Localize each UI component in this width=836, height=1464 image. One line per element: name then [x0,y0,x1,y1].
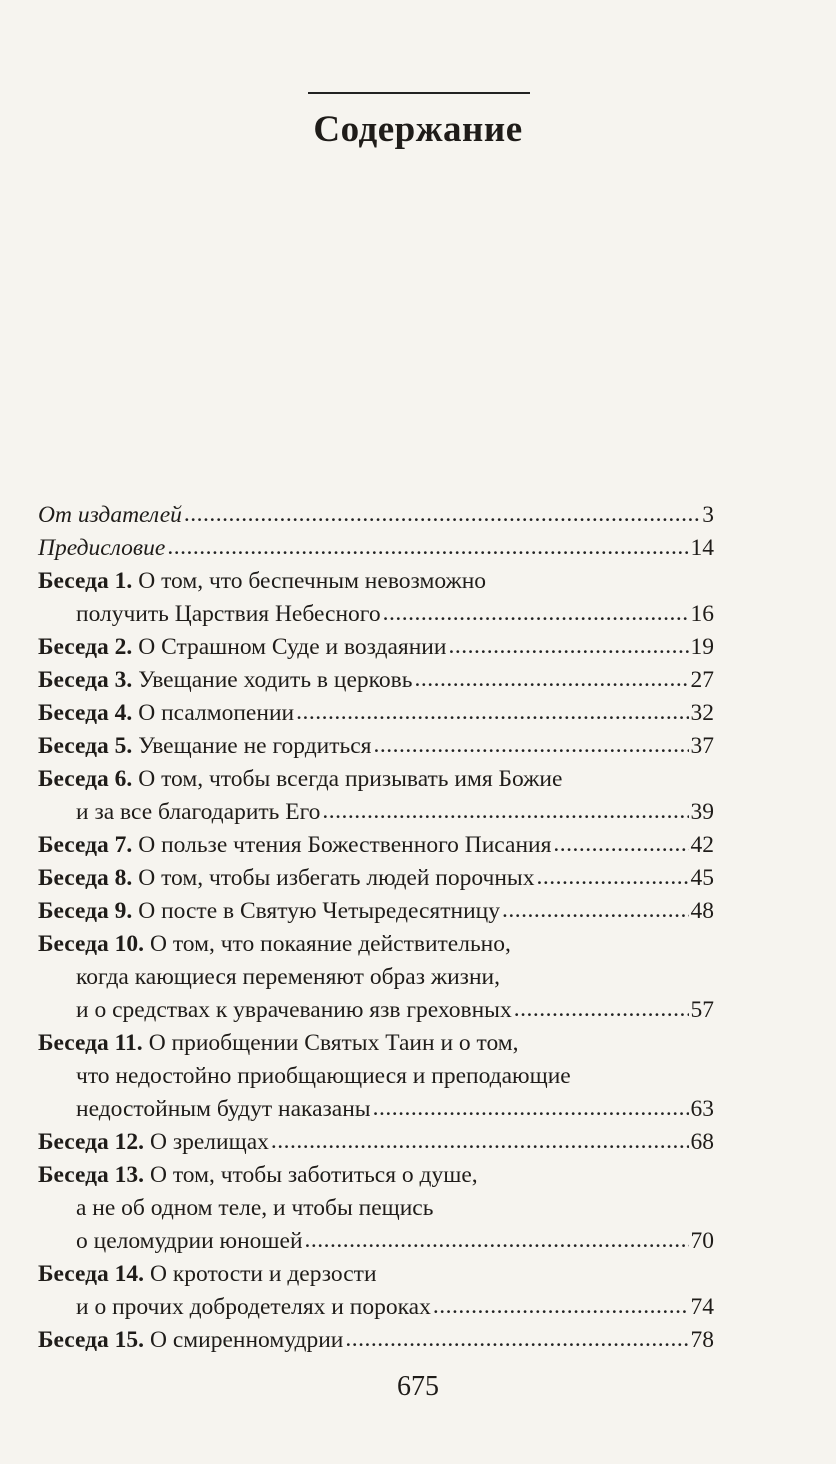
toc-entry-page: 3 [702,502,714,528]
toc-entry [38,928,714,1027]
toc-entry-page: 32 [690,700,714,726]
toc-entry-title: От издателей [38,502,182,528]
toc-entry-title: О приобщении Святых Таин и о том, [148,1030,519,1056]
dot-leader [536,861,688,894]
toc-entry [38,664,714,697]
toc-entry-page: 37 [690,733,714,759]
toc-entry-page: 16 [690,601,714,627]
toc-entry-title: О пользе чтения Божественного Писания [138,832,552,858]
toc-entry-page: 63 [690,1096,714,1122]
toc-entry-line [38,565,714,598]
toc-entry-title: и о средствах к уврачеванию язв греховных [76,997,512,1023]
toc-entry-label: Беседа 6. [38,766,133,792]
toc-entry-title: О посте в Святую Четыредесятницу [138,898,500,924]
toc-entry-line [38,895,714,928]
toc-entry [38,697,714,730]
toc-entry-page: 48 [690,898,714,924]
toc-entry-title: О том, чтобы всегда призывать имя Божие [138,766,563,792]
toc-entry-page: 57 [690,997,714,1023]
toc-entry-title: Предисловие [38,535,166,561]
toc-entry [38,1258,714,1324]
toc-entry-title: получить Царствия Небесного [76,601,381,627]
toc-entry-line [38,1192,714,1225]
toc-entry-line [38,961,714,994]
dot-leader [167,531,688,564]
toc-entry-title: О смиренномудрии [149,1327,344,1353]
dot-leader [448,630,688,663]
toc-entry [38,862,714,895]
toc-entry-page: 68 [690,1129,714,1155]
toc-entry-label: Беседа 11. [38,1030,143,1056]
toc-entry [38,532,714,565]
toc-entry [38,763,714,829]
toc-entry-label: Беседа 5. [38,733,133,759]
toc-entry-title: О псалмопении [138,700,295,726]
table-of-contents [38,499,714,1357]
dot-leader [502,894,689,927]
toc-entry-page: 74 [690,1294,714,1320]
toc-entry-title: что недостойно приобщающиеся и преподающие [76,1063,571,1089]
toc-entry-label: Беседа 15. [38,1327,144,1353]
toc-entry-label: Беседа 8. [38,865,133,891]
dot-leader [305,1224,689,1257]
toc-entry [38,1159,714,1258]
toc-entry-line [38,730,714,763]
dot-leader [322,795,688,828]
toc-entry [38,730,714,763]
toc-entry-line [38,862,714,895]
toc-entry-title: О том, что покаяние действительно, [149,931,511,957]
toc-entry-label: Беседа 14. [38,1261,144,1287]
toc-entry-title: недостойным будут наказаны [76,1096,371,1122]
toc-entry-title: О кротости и дерзости [149,1261,377,1287]
toc-entry-title: Увещание не гордиться [138,733,372,759]
page-title: Содержание [313,109,523,150]
toc-entry-page: 39 [690,799,714,825]
toc-entry-line [38,1126,714,1159]
dot-leader [296,696,688,729]
toc-entry-line [38,1060,714,1093]
dot-leader [373,1092,689,1125]
toc-entry-line [38,598,714,631]
toc-entry-title: О том, что беспечным невозможно [138,568,487,594]
dot-leader [373,729,688,762]
toc-entry [38,829,714,862]
toc-entry [38,1027,714,1126]
toc-entry-label: Беседа 7. [38,832,133,858]
toc-entry-line [38,1027,714,1060]
toc-entry-title: и за все благодарить Его [76,799,321,825]
toc-entry-line [38,499,714,532]
dot-leader [271,1125,689,1158]
dot-leader [414,663,688,696]
toc-entry-label: Беседа 4. [38,700,133,726]
toc-entry-line [38,664,714,697]
toc-entry-line [38,1291,714,1324]
toc-entry-label: Беседа 13. [38,1162,144,1188]
dot-leader [383,597,689,630]
toc-entry-line [38,994,714,1027]
toc-entry-page: 14 [690,535,714,561]
dot-leader [184,498,700,531]
toc-entry [38,1126,714,1159]
toc-entry [38,565,714,631]
toc-entry [38,631,714,664]
toc-entry-page: 45 [690,865,714,891]
dot-leader [553,828,688,861]
toc-entry-label: Беседа 2. [38,634,133,660]
toc-entry-page: 42 [690,832,714,858]
toc-entry [38,499,714,532]
toc-entry-page: 78 [690,1327,714,1353]
toc-entry-title: и о прочих добродетелях и пороках [76,1294,431,1320]
toc-entry-line [38,697,714,730]
toc-entry-page: 70 [690,1228,714,1254]
toc-entry-line [38,763,714,796]
toc-entry-title: О зрелищах [149,1129,269,1155]
toc-entry-title: когда кающиеся переменяют образ жизни, [76,964,500,990]
toc-entry-label: Беседа 3. [38,667,133,693]
toc-entry-page: 19 [690,634,714,660]
dot-leader [345,1323,688,1356]
toc-entry [38,1324,714,1357]
dot-leader [514,993,689,1026]
toc-entry-title: О Страшном Суде и воздаянии [138,634,447,660]
dot-leader [433,1290,689,1323]
toc-entry-line [38,928,714,961]
toc-entry-title: а не об одном теле, и чтобы пещись [76,1195,434,1221]
page-number: 675 [397,1371,439,1402]
title-rule [308,92,530,94]
toc-entry-title: О том, чтобы избегать людей порочных [138,865,535,891]
toc-entry-page: 27 [690,667,714,693]
toc-entry [38,895,714,928]
toc-entry-title: о целомудрии юношей [76,1228,303,1254]
toc-entry-label: Беседа 12. [38,1129,144,1155]
toc-entry-label: Беседа 1. [38,568,133,594]
toc-entry-title: Увещание ходить в церковь [138,667,413,693]
toc-entry-line [38,796,714,829]
toc-entry-line [38,631,714,664]
toc-entry-line [38,1324,714,1357]
toc-entry-line [38,532,714,565]
toc-entry-line [38,1093,714,1126]
toc-entry-title: О том, чтобы заботиться о душе, [149,1162,478,1188]
toc-entry-line [38,1159,714,1192]
toc-entry-line [38,1225,714,1258]
toc-entry-line [38,829,714,862]
toc-entry-line [38,1258,714,1291]
toc-entry-label: Беседа 10. [38,931,144,957]
toc-entry-label: Беседа 9. [38,898,133,924]
